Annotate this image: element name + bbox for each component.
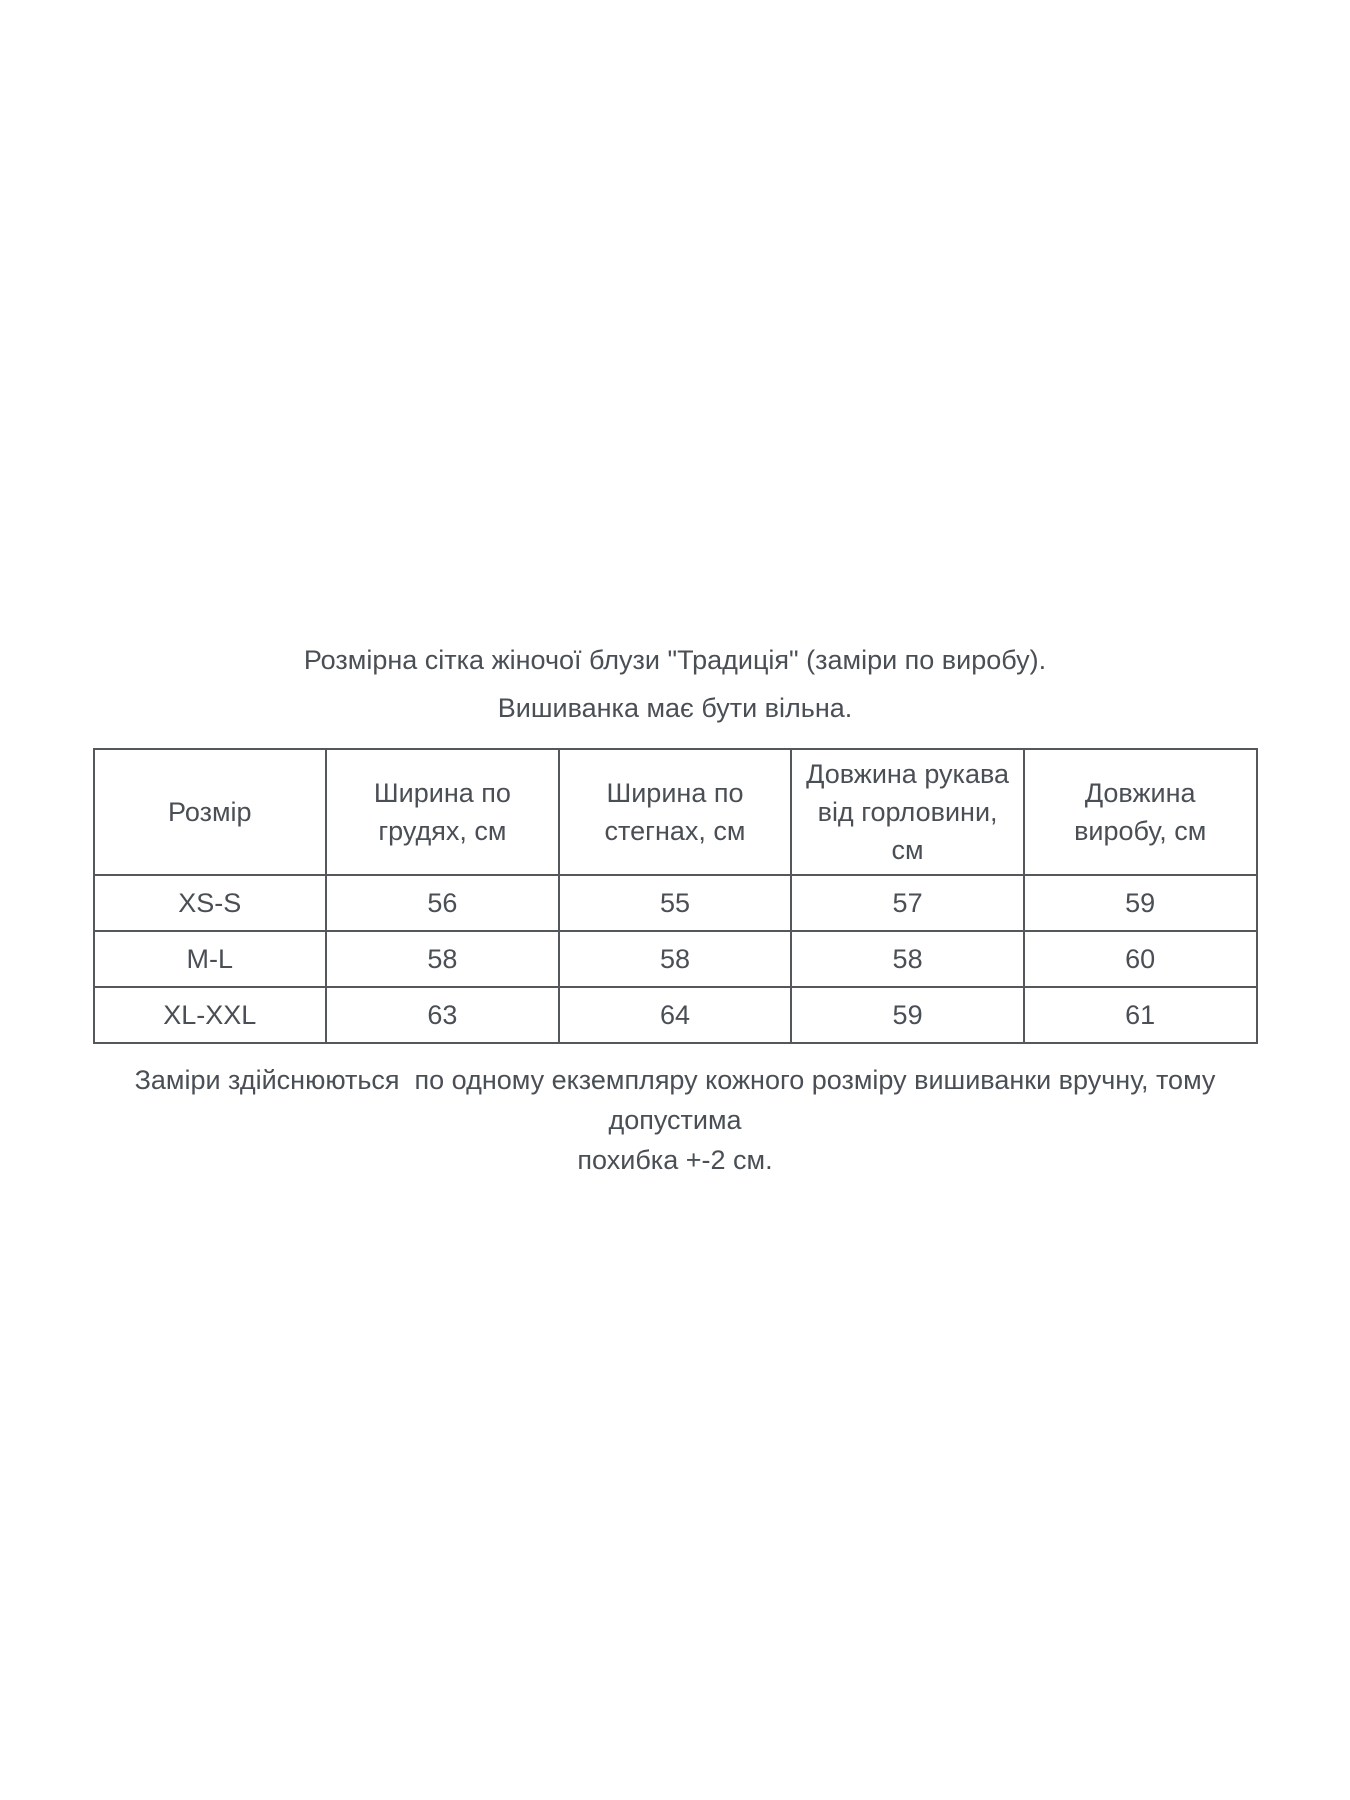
table-row-xs-s [94,875,1257,931]
cell-size: XL-XXL [94,987,327,1043]
cell-item-length: 60 [1024,931,1257,987]
table-row-m-l [94,931,1257,987]
cell-sleeve-length: 57 [791,875,1024,931]
disclaimer-line-2: похибка +-2 см. [577,1145,773,1175]
page-title: Розмірна сітка жіночої блузи "Традиція" (заміри по виробу). [303,645,1047,675]
table-row-xl-xxl [94,987,1257,1043]
cell-chest-width: 63 [326,987,559,1043]
disclaimer-line-1: Заміри здійснюються по одному екземпляру кожного розміру вишиванки вручну, тому допустима [134,1065,1223,1135]
cell-size: M-L [94,931,327,987]
cell-sleeve-length: 59 [791,987,1024,1043]
cell-size: XS-S [94,875,327,931]
size-table [93,748,1258,1044]
size-guide-section [93,0,1258,1180]
col-header-sleeve-length: Довжина рукава від горловини, см [791,749,1024,875]
page-subtitle: Вишиванка має бути вільна. [497,693,853,723]
cell-item-length: 59 [1024,875,1257,931]
cell-chest-width: 56 [326,875,559,931]
col-header-size: Розмір [94,749,327,875]
cell-sleeve-length: 58 [791,931,1024,987]
cell-hip-width: 58 [559,931,792,987]
cell-hip-width: 55 [559,875,792,931]
cell-item-length: 61 [1024,987,1257,1043]
col-header-item-length: Довжина виробу, см [1024,749,1257,875]
cell-hip-width: 64 [559,987,792,1043]
cell-chest-width: 58 [326,931,559,987]
measurement-disclaimer [93,1060,1258,1180]
size-table-header-row [94,749,1257,875]
col-header-chest-width: Ширина по грудях, см [326,749,559,875]
col-header-hip-width: Ширина по стегнах, см [559,749,792,875]
